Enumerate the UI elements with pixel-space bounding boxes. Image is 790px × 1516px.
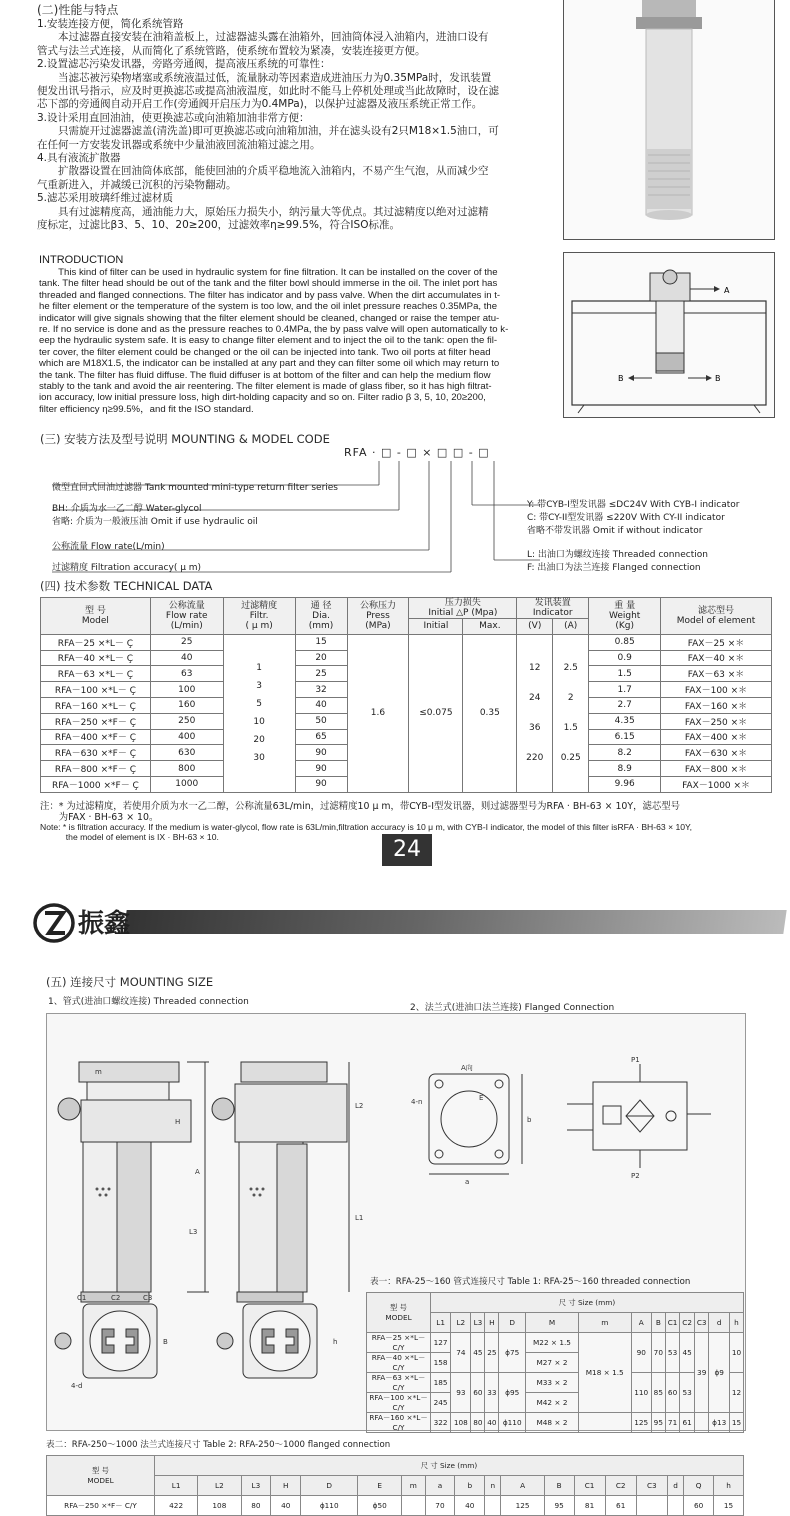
indicator-v-value: 12 (529, 663, 541, 674)
t2-th-size: 尺 寸 Size (mm) (155, 1456, 744, 1476)
th-loss-initial: Initial (409, 619, 463, 635)
dia-cell: 20 (295, 650, 347, 666)
column-header: L1 (431, 1313, 451, 1333)
flow-cell: 1000 (150, 776, 223, 792)
model-cell: RFA－40 ×*L－ C/Y (367, 1353, 431, 1373)
model-cell: RFA－40 ×*L－ Ç (41, 650, 151, 666)
model-cell: RFA－160 ×*L－ C/Y (367, 1413, 431, 1433)
flanged-subheading: 2、法兰式(进油口法兰连接) Flanged Connection (410, 1003, 615, 1013)
introduction-line: he filter element or the temperature of the system is too low, and the oil inlet pressure reaches 0.35MPa, the (39, 301, 498, 313)
m-cell: M33 × 2 (526, 1373, 579, 1393)
l2-cell: 74 (451, 1333, 471, 1373)
pressure-cell: 1.6 (347, 634, 409, 792)
column-header: C1 (574, 1476, 605, 1496)
filter-photo-image (564, 0, 774, 239)
th-ind-v: (V) (517, 619, 553, 635)
introduction-line: tank. The filter head should be out of the tank and the filter bowl should immerse in the oil. The inlet port has (39, 278, 498, 290)
flow-cell: 100 (150, 682, 223, 698)
element-cell: FAX－100 ×＊ (661, 682, 772, 698)
code-item-noind: 省略不带发讯器 Omit if without indicator (527, 526, 703, 536)
technical-note-zh2: 为FAX · BH-63 × 10。 (40, 812, 159, 823)
d-cell: ϕ95 (499, 1373, 526, 1413)
dia-cell: 90 (295, 776, 347, 792)
column-header: D (499, 1313, 526, 1333)
c2-cell: 53 (680, 1373, 695, 1413)
c2-cell: 45 (680, 1333, 695, 1373)
dia-cell: 32 (295, 682, 347, 698)
dim-label-h: h (333, 1338, 338, 1346)
model-cell: RFA－63 ×*L－ Ç (41, 666, 151, 682)
model-cell: RFA－250 ×*F－ C/Y (47, 1496, 155, 1516)
d-cell: ϕ110 (301, 1496, 358, 1516)
c2-cell: 61 (605, 1496, 636, 1516)
element-cell: FAX－63 ×＊ (661, 666, 772, 682)
e-cell: ϕ50 (358, 1496, 402, 1516)
features-line: 气重新进入，并减缓已沉积的污染物翻动。 (37, 178, 237, 191)
filtration-cell (223, 634, 295, 792)
weight-cell: 8.2 (589, 745, 661, 761)
indicator-v-value: 36 (529, 723, 541, 734)
model-cell: RFA－800 ×*F－ Ç (41, 761, 151, 777)
technical-note-en2: the model of element is IX · BH-63 × 10. (40, 832, 219, 842)
technical-note-en: Note: * is filtration accuracy. If the medium is water-glycol, flow rate is 63L/min,filtration accuracy is 10 μ m, with CYB-I indicator, the model of this filter isRFA · BH-63 × 10Y, (40, 822, 693, 832)
weight-cell: 8.9 (589, 761, 661, 777)
table1-title: 表一：RFA-25～160 管式连接尺寸 Table 1: RFA-25～160 threaded connection (370, 1277, 691, 1287)
features-line: 5.滤芯采用玻璃纤维过滤材质 (37, 192, 174, 205)
indicator-a-value: 2 (567, 693, 574, 704)
code-item-y: Y: 带CYB-I型发讯器 ≤DC24V With CYB-I indicator (527, 500, 740, 510)
c1-cell: 81 (574, 1496, 605, 1516)
table-row (41, 634, 772, 650)
column-header: H (271, 1476, 301, 1496)
column-header: C2 (680, 1313, 695, 1333)
c2-cell: 61 (680, 1413, 695, 1433)
b-cell: 95 (544, 1496, 574, 1516)
c3-cell (694, 1413, 709, 1433)
weight-cell: 0.85 (589, 634, 661, 650)
q-cell: 60 (684, 1496, 714, 1516)
column-header: A (631, 1313, 651, 1333)
technical-heading: (四) 技术参数 TECHNICAL DATA (40, 579, 213, 593)
port-cell: M18 × 1.5 (578, 1333, 631, 1413)
model-cell: RFA－160 ×*L－ Ç (41, 697, 151, 713)
code-item-f: F: 出油口为法兰连接 Flanged connection (527, 563, 701, 573)
introduction-text (39, 267, 534, 415)
features-line: 扩散器设置在回油筒体底部，能使回油的介质平稳地流入油箱内，不易产生气泡，从而减少空 (37, 165, 489, 178)
th-loss-max: Max. (463, 619, 517, 635)
table2 (46, 1455, 744, 1516)
features-line: 度标定，过滤比β3、5、10、20≥200，过滤效率η≥99.5%，符合ISO标准。 (37, 219, 400, 232)
flange-label-n: 4-n (411, 1098, 423, 1106)
port-cell (578, 1413, 631, 1433)
b-cell: 95 (651, 1413, 665, 1433)
weight-cell: 1.5 (589, 666, 661, 682)
a-cell: 90 (631, 1333, 651, 1373)
column-header: C3 (636, 1476, 667, 1496)
h-cell: 15 (729, 1413, 743, 1433)
dia-cell: 65 (295, 729, 347, 745)
introduction-line: ter cover, the filter element could be changed or the oil can be injected into tank. Two oil ports at filter head (39, 346, 491, 358)
dim-label-c3: C3 (143, 1294, 153, 1302)
b-cell: 70 (651, 1333, 665, 1373)
flow-cell: 800 (150, 761, 223, 777)
column-header: d (667, 1476, 683, 1496)
c1-cell: 71 (665, 1413, 680, 1433)
features-line: 本过滤器直接安装在油箱盖板上，过滤器滤头露在油箱外，回油筒体浸入油箱内，进油口设有 (37, 31, 489, 44)
column-header: C2 (605, 1476, 636, 1496)
features-section (37, 2, 537, 233)
m-cell: M42 × 2 (526, 1393, 579, 1413)
features-text (37, 18, 537, 233)
dia-cell: 40 (295, 697, 347, 713)
dia-cell: 90 (295, 745, 347, 761)
d-cell: ϕ13 (709, 1413, 729, 1433)
column-header: a (425, 1476, 455, 1496)
element-cell: FAX－40 ×＊ (661, 650, 772, 666)
features-line: 管式与法兰式连接，从而简化了系统管路，使系统布置较为紧凑，安装连接更方便。 (37, 44, 426, 57)
th-ind-a: (A) (553, 619, 589, 635)
column-header: L3 (241, 1476, 271, 1496)
t2-th-model: 型 号 MODEL (47, 1456, 155, 1496)
element-cell: FAX－800 ×＊ (661, 761, 772, 777)
diagram-label-b-left: B (618, 374, 624, 383)
h-cell: 33 (485, 1373, 499, 1413)
indicator-v-value: 220 (526, 753, 544, 764)
t1-th-model: 型 号 MODEL (367, 1293, 431, 1333)
flange-label-aa: a (465, 1178, 470, 1186)
weight-cell: 2.7 (589, 697, 661, 713)
diagram-label-b-right: B (715, 374, 721, 383)
th-element: 滤芯型号 Model of element (661, 598, 772, 635)
brand-banner (30, 900, 790, 946)
column-header: h (729, 1313, 743, 1333)
flange-label-a: A向 (461, 1064, 473, 1072)
table1 (366, 1292, 744, 1433)
th-model: 型 号 Model (41, 598, 151, 635)
th-flow: 公称流量 Flow rate (L/min) (150, 598, 223, 635)
column-header: M (526, 1313, 579, 1333)
weight-cell: 9.96 (589, 776, 661, 792)
introduction-line: the tank. The filter has fluid diffuse. The fluid diffuser is at bottom of the filter and can help the medium flow (39, 369, 491, 381)
th-press: 公称压力 Press (MPa) (347, 598, 409, 635)
l1-cell: 127 (431, 1333, 451, 1353)
technical-note-zh: 注：* 为过滤精度，若使用介质为水一乙二醇，公称流量63L/min，过滤精度10 μ m，带CYB-I型发讯器，则过滤器型号为RFA · BH-63 × 10Y，滤芯型号 (40, 801, 680, 812)
dim-label-l3: L3 (189, 1228, 198, 1236)
h-cell: 25 (485, 1333, 499, 1373)
dim-label-a: A (195, 1168, 200, 1176)
model-cell: RFA－630 ×*F－ Ç (41, 745, 151, 761)
a-cell: 110 (631, 1373, 651, 1413)
features-line: 在任何一方安装发讯器或系统中少量油液回流油箱过滤之用。 (37, 138, 321, 151)
table-row (367, 1333, 744, 1353)
a-cell: 125 (501, 1496, 544, 1516)
m-cell: M22 × 1.5 (526, 1333, 579, 1353)
mounting-heading: (三) 安装方法及型号说明 MOUNTING & MODEL CODE (40, 432, 330, 446)
h-cell: 12 (729, 1373, 743, 1413)
element-cell: FAX－250 ×＊ (661, 713, 772, 729)
diagram-label-a: A (724, 286, 730, 295)
introduction-heading: INTRODUCTION (39, 254, 124, 266)
hydraulic-schematic (567, 1064, 711, 1168)
introduction-line: eep the hydraulic system safe. It is easy to change filter element and to inject the oil to the tank: open the fil- (39, 335, 498, 347)
h-cell: 40 (485, 1413, 499, 1433)
dim-label-l1: L1 (355, 1214, 364, 1222)
features-line: 3.设计采用直回油油，使更换滤芯或向油箱加油非常方便： (37, 111, 310, 124)
th-indicator: 发讯装置 Indicator (517, 598, 589, 619)
introduction-section (39, 254, 534, 415)
model-cell: RFA－400 ×*F－ Ç (41, 729, 151, 745)
filtration-value: 3 (256, 681, 262, 692)
m-cell: M27 × 2 (526, 1353, 579, 1373)
installation-diagram (563, 252, 775, 418)
column-header: L2 (451, 1313, 471, 1333)
column-header: b (455, 1476, 485, 1496)
dia-cell: 25 (295, 666, 347, 682)
features-line: 具有过滤精度高，通油能力大，原始压力损失小，纳污量大等优点。其过滤精度以绝对过滤精 (37, 205, 489, 218)
code-item-omit: 省略: 介质为一般液压油 Omit if use hydraulic oil (52, 517, 258, 527)
features-line: 2.设置滤芯污染发讯器，旁路旁通阀，提高液压系统的可靠性： (37, 58, 331, 71)
features-line: 便发出讯号指示，应及时更换滤芯或提高油液温度，如此时不能马上停机处理或当此故障时，设在滤 (37, 85, 499, 98)
column-header: L1 (155, 1476, 198, 1496)
l1-cell: 422 (155, 1496, 198, 1516)
dim-label-l2: L2 (355, 1102, 364, 1110)
dim-label-c1: C1 (77, 1294, 87, 1302)
column-header: Q (684, 1476, 714, 1496)
c1-cell: 53 (665, 1333, 680, 1373)
indicator-a-value: 1.5 (563, 723, 578, 734)
l2-cell: 108 (451, 1413, 471, 1433)
mounting-size-heading: (五) 连接尺寸 MOUNTING SIZE (46, 975, 214, 989)
column-header: C3 (694, 1313, 709, 1333)
c3-cell: 39 (694, 1333, 709, 1413)
l1-cell: 185 (431, 1373, 451, 1393)
code-item-series: 微型直回式回油过滤器 Tank mounted mini-type return filter series (52, 483, 338, 493)
flow-cell: 400 (150, 729, 223, 745)
h-cell: 15 (714, 1496, 744, 1516)
dim-label-b: B (163, 1338, 168, 1346)
threaded-side-view (212, 1062, 349, 1302)
l1-cell: 322 (431, 1413, 451, 1433)
indicator-a-cell (553, 634, 589, 792)
weight-cell: 0.9 (589, 650, 661, 666)
code-item-l: L: 出油口为螺纹连接 Threaded connection (527, 550, 708, 560)
column-header: C1 (665, 1313, 680, 1333)
flange-label-e: E (479, 1094, 484, 1102)
code-item-filtr: 过滤精度 Filtration accuracy( μ m) (52, 563, 202, 573)
model-cell: RFA－100 ×*L－ C/Y (367, 1393, 431, 1413)
dim-label-d: 4-d (71, 1382, 83, 1390)
introduction-line: which are M18X1.5, the indicator can be installed at any part and they can filter some oil which may return to (39, 358, 500, 370)
t1-th-size: 尺 寸 Size (mm) (431, 1293, 744, 1313)
l2-cell: 93 (451, 1373, 471, 1413)
th-loss: 压力损失 Initial △P (Mpa) (409, 598, 517, 619)
column-header: H (485, 1313, 499, 1333)
column-header: A (501, 1476, 544, 1496)
indicator-v-value: 24 (529, 693, 541, 704)
brand-logo-icon (32, 902, 80, 944)
th-weight: 重 量 Weight (Kg) (589, 598, 661, 635)
indicator-v-cell (517, 634, 553, 792)
element-cell: FAX－400 ×＊ (661, 729, 772, 745)
introduction-line: stably to the tank and avoid the air reentering. The filter element is made of glass fiber, so it has high filtrat- (39, 381, 492, 393)
b-cell: 85 (651, 1373, 665, 1413)
brand-name: 振鑫 (78, 909, 131, 939)
technical-table (40, 597, 772, 793)
filtration-value: 5 (256, 699, 262, 710)
column-header: m (578, 1313, 631, 1333)
l3-cell: 80 (241, 1496, 271, 1516)
code-item-flow: 公称流量 Flow rate(L/min) (52, 542, 165, 552)
brand-banner-bar (123, 910, 786, 934)
th-filtr: 过滤精度 Filtr. ( μ m) (223, 598, 295, 635)
column-header: m (402, 1476, 425, 1496)
features-line: 当滤芯被污染物堵塞或系统液温过低，流量脉动等因素造成进油压力为0.35MPa时，发讯装置 (37, 71, 492, 84)
column-header: n (485, 1476, 501, 1496)
b-cell: 40 (455, 1496, 485, 1516)
features-heading: (二)性能与特点 (37, 3, 119, 17)
threaded-front-view (58, 1062, 209, 1302)
code-item-c: C: 带CY-II型发讯器 ≤220V With CY-II indicator (527, 513, 725, 523)
introduction-line: indicator will give signals showing that the filter element should be cleaned, changed or raise the temper atu- (39, 312, 500, 324)
l1-cell: 158 (431, 1353, 451, 1373)
code-item-bh: BH: 介质为水一乙二醇 Water-glycol (52, 504, 202, 514)
features-line: 芯下部的旁通阀自动开启工作(旁通阀开启压力为0.4MPa)，以保护过滤器及液压系统正常工作。 (37, 98, 483, 111)
schematic-label-p1: P1 (631, 1056, 640, 1064)
model-code: RFA · □ - □ × □ □ - □ (344, 446, 490, 459)
flow-cell: 250 (150, 713, 223, 729)
technical-table-body (41, 634, 772, 792)
introduction-line: threaded and flanged connections. The filter has indicator and by pass valve. When the dirt accumulates in t- (39, 289, 501, 301)
l3-cell: 60 (471, 1373, 485, 1413)
element-cell: FAX－25 ×＊ (661, 634, 772, 650)
features-line: 1.安装连接方便，简化系统管路 (37, 18, 184, 30)
l2-cell: 108 (198, 1496, 241, 1516)
l3-cell: 80 (471, 1413, 485, 1433)
table-row (367, 1413, 744, 1433)
model-cell: RFA－25 ×*L－ Ç (41, 634, 151, 650)
element-cell: FAX－160 ×＊ (661, 697, 772, 713)
flange-view (429, 1074, 522, 1174)
filtration-value: 1 (256, 663, 262, 674)
weight-cell: 6.15 (589, 729, 661, 745)
column-header: L3 (471, 1313, 485, 1333)
dim-label-c2: C2 (111, 1294, 121, 1302)
h-cell: 10 (729, 1333, 743, 1373)
filtration-value: 20 (253, 735, 265, 746)
schematic-label-p2: P2 (631, 1172, 640, 1180)
model-cell: RFA－250 ×*F－ Ç (41, 713, 151, 729)
dia-cell: 50 (295, 713, 347, 729)
flow-cell: 63 (150, 666, 223, 682)
weight-cell: 4.35 (589, 713, 661, 729)
introduction-line: filter efficiency η≥99.5%，and fit the ISO standard. (39, 403, 254, 415)
column-header: d (709, 1313, 729, 1333)
column-header: B (651, 1313, 665, 1333)
column-header: E (358, 1476, 402, 1496)
features-line: 只需旋开过滤器滤盖(清洗盖)即可更换滤芯或向油箱加油，并在滤头设有2只M18×1.5油口，可 (37, 125, 499, 138)
introduction-line: This kind of filter can be used in hydraulic system for fine filtration. It can be installed on the cover of the (39, 267, 498, 278)
l1-cell: 245 (431, 1393, 451, 1413)
model-cell: RFA－100 ×*L－ Ç (41, 682, 151, 698)
table2-title: 表二：RFA-250～1000 法兰式连接尺寸 Table 2: RFA-250～1000 flanged connection (46, 1440, 391, 1450)
introduction-line: ion accuracy, low initial pressure loss, high dirt-holding capacity and so on. Filter radio β 3, 5, 10, 20≥200, (39, 392, 486, 404)
filtration-value: 10 (253, 717, 265, 728)
flow-cell: 25 (150, 634, 223, 650)
column-header: B (544, 1476, 574, 1496)
indicator-a-value: 0.25 (560, 753, 581, 764)
element-cell: FAX－1000 ×＊ (661, 776, 772, 792)
c1-cell: 60 (665, 1373, 680, 1413)
model-cell: RFA－1000 ×*F－ Ç (41, 776, 151, 792)
threaded-subheading: 1、管式(进油口螺纹连接) Threaded connection (48, 997, 249, 1007)
features-line: 4.具有液流扩散器 (37, 152, 121, 165)
weight-cell: 1.7 (589, 682, 661, 698)
introduction-line: re. If no service is done and as the pressure reaches to 0.4MPa, the by pass valve will open automatically to k- (39, 324, 509, 336)
flow-cell: 630 (150, 745, 223, 761)
dim-label-hh: H (175, 1118, 181, 1126)
a-cell: 70 (425, 1496, 455, 1516)
dia-cell: 15 (295, 634, 347, 650)
d-cell: ϕ9 (709, 1333, 729, 1413)
m-cell: M48 × 2 (526, 1413, 579, 1433)
flow-cell: 160 (150, 697, 223, 713)
tank-diagram-image (564, 253, 774, 417)
element-cell: FAX－630 ×＊ (661, 745, 772, 761)
l3-cell: 45 (471, 1333, 485, 1373)
flow-cell: 40 (150, 650, 223, 666)
dim-label-l: m (95, 1068, 102, 1076)
d-cell: ϕ75 (499, 1333, 526, 1373)
h-cell: 40 (271, 1496, 301, 1516)
product-photo (563, 0, 775, 240)
loss-initial-cell: ≤0.075 (409, 634, 463, 792)
table-row (367, 1373, 744, 1393)
column-header: D (301, 1476, 358, 1496)
th-dia: 通 径 Dia. (mm) (295, 598, 347, 635)
a-cell: 125 (631, 1413, 651, 1433)
loss-max-cell: 0.35 (463, 634, 517, 792)
dia-cell: 90 (295, 761, 347, 777)
page-number: 24 (382, 834, 432, 866)
indicator-a-value: 2.5 (563, 663, 578, 674)
threaded-top-views (55, 1304, 317, 1378)
model-cell: RFA－25 ×*L－ C/Y (367, 1333, 431, 1353)
model-cell: RFA－63 ×*L－ C/Y (367, 1373, 431, 1393)
filtration-value: 30 (253, 753, 265, 764)
d-cell: ϕ110 (499, 1413, 526, 1433)
column-header: h (714, 1476, 744, 1496)
column-header: L2 (198, 1476, 241, 1496)
flange-label-b: b (527, 1116, 532, 1124)
